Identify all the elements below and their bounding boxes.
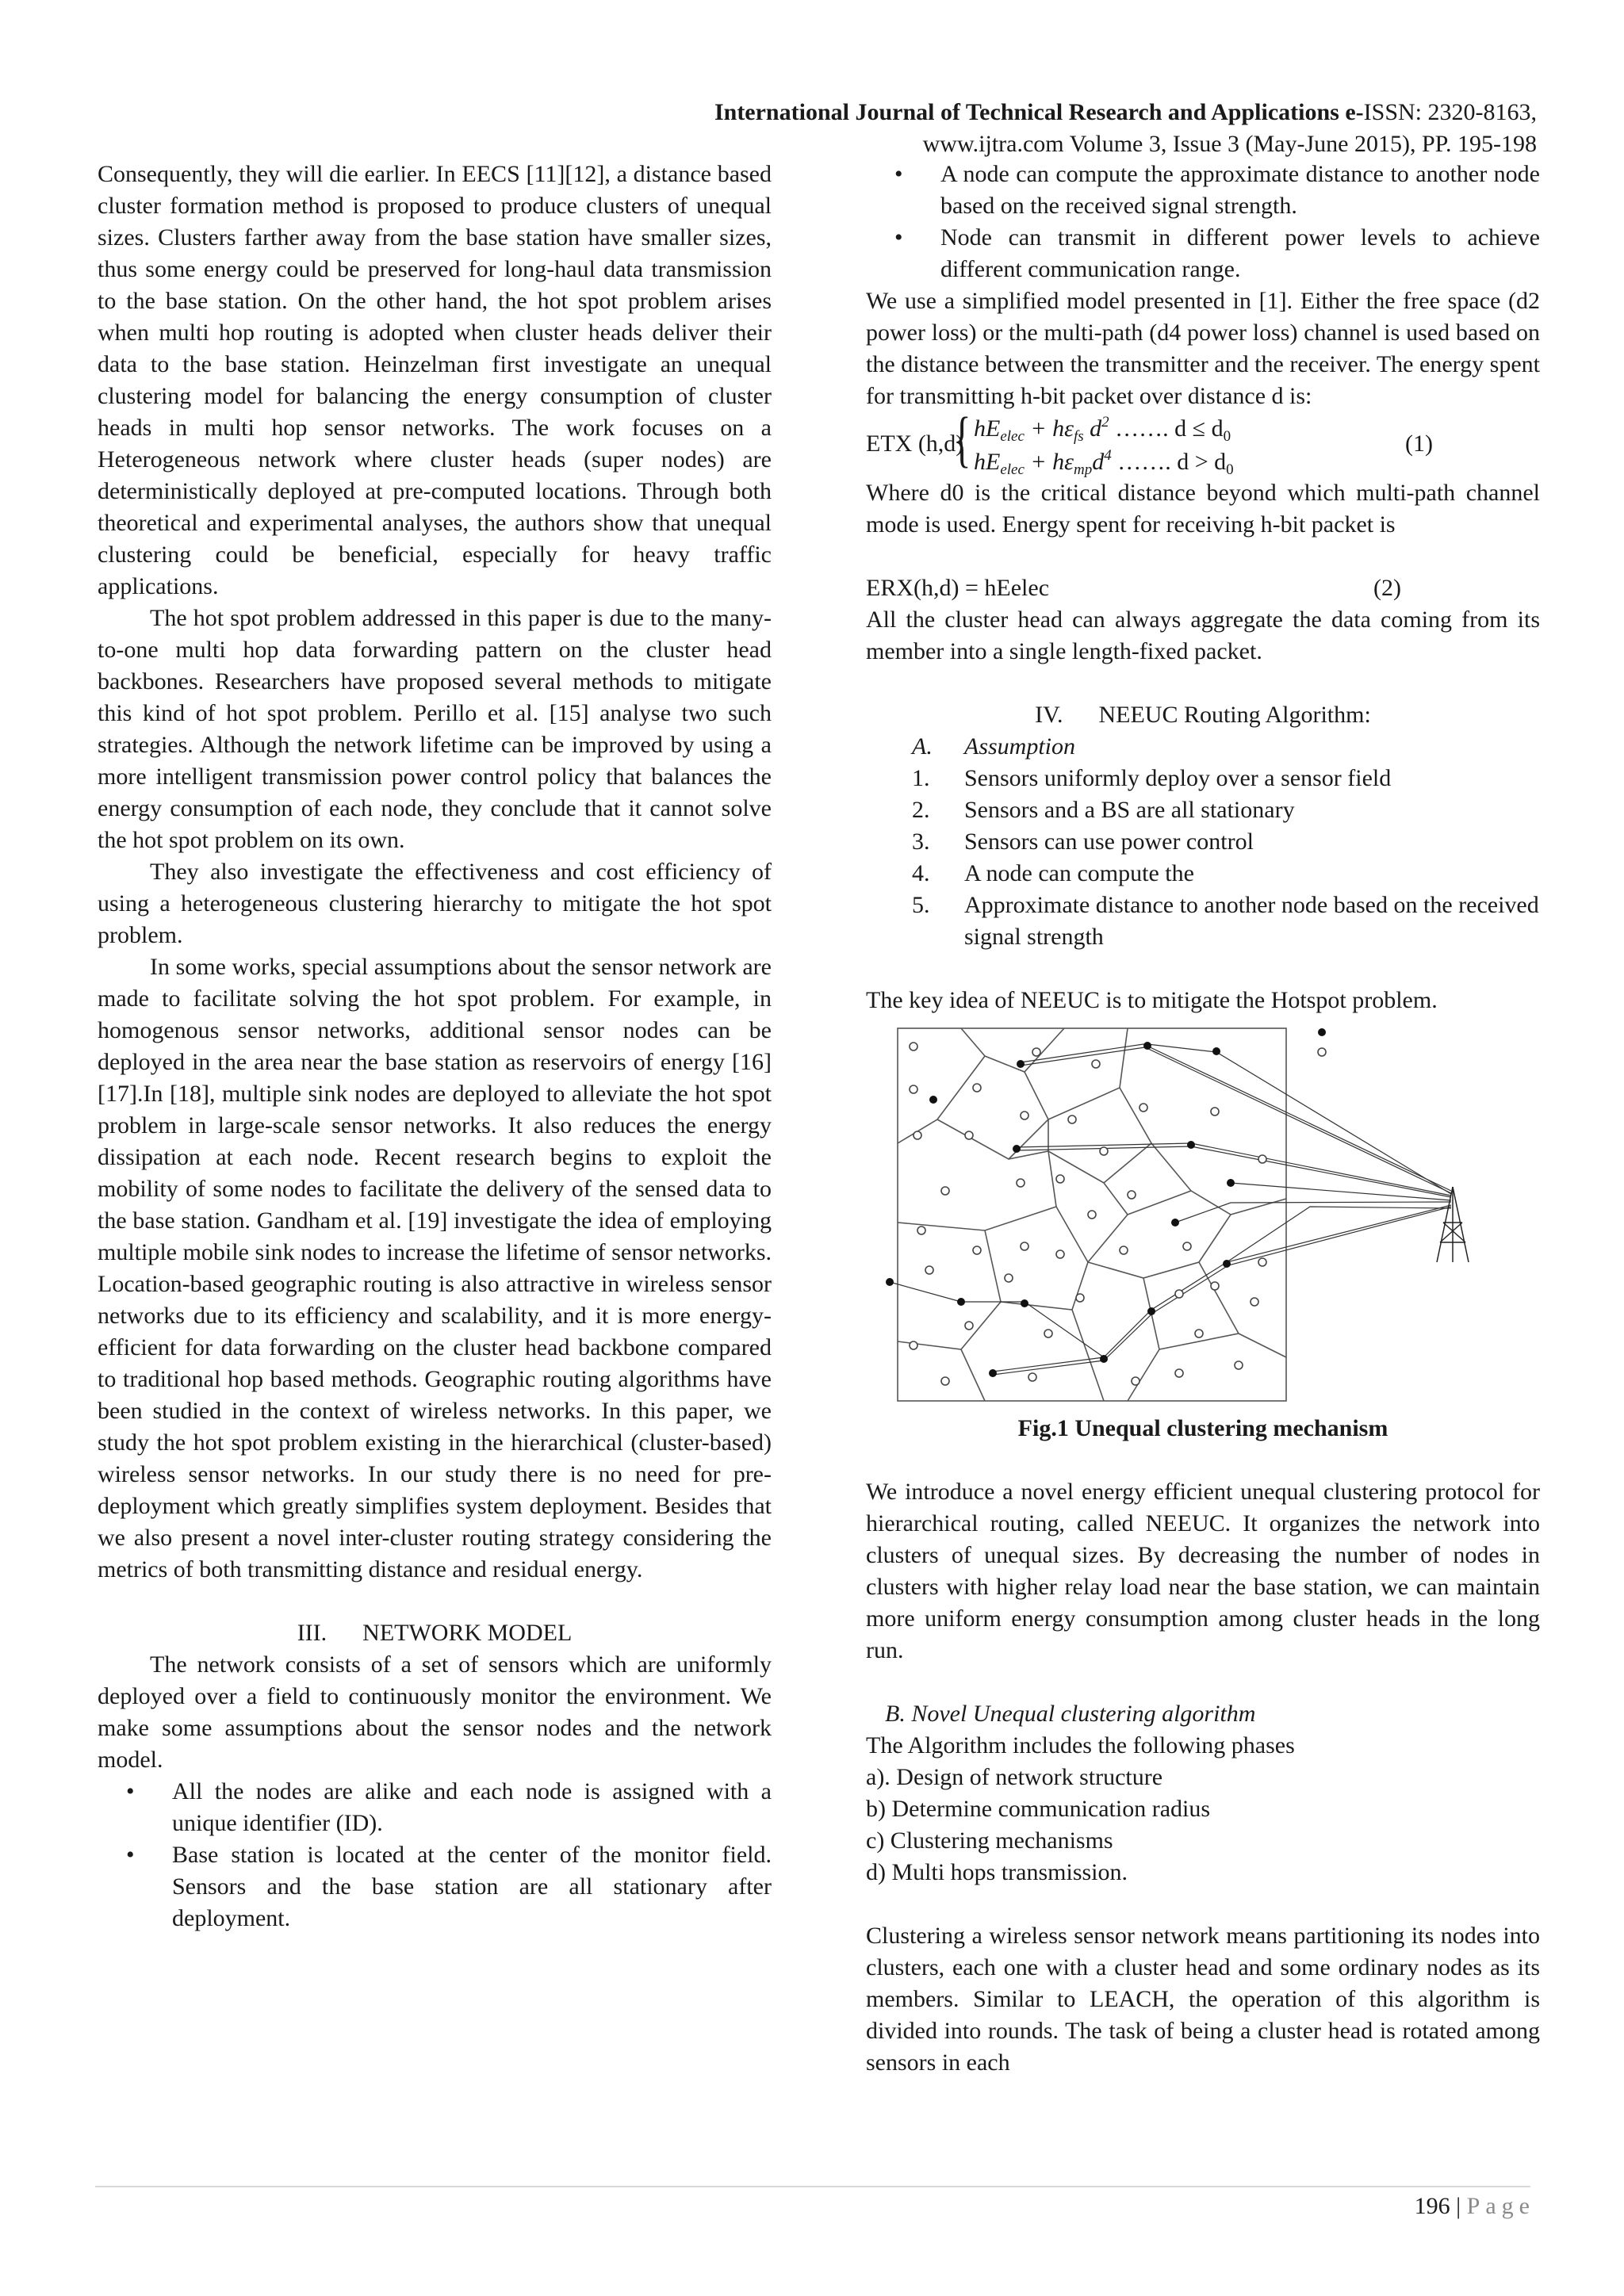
route-line [993,1205,1451,1372]
cluster-head [1227,1179,1235,1187]
page-number: 196 [1414,2193,1450,2219]
cluster-boundary [1088,1191,1231,1278]
cluster-boundary [1072,1310,1104,1401]
sensor-node [1068,1115,1076,1123]
left-column [98,159,772,1934]
sensor-node [925,1266,933,1274]
cluster-head [1187,1141,1195,1149]
equation-2 [866,572,1540,604]
sensor-node [1175,1290,1183,1298]
clustering-diagram [866,1024,1540,1405]
cluster-boundary [1231,1199,1286,1215]
subsection-heading-algorithm: B. Novel Unequal clustering algorithm [885,1701,1256,1727]
subsection-letter: A. [912,733,933,760]
subsection-title: Assumption [964,733,1076,760]
cluster-head [929,1096,937,1104]
paragraph: We introduce a novel energy efficient unequal clustering protocol for hierarchical routing, called NEEUC. It organizes the network into clusters of unequal sizes. By decreasing the number of nodes in clusters with higher relay load near the base station, we can maintain more uniform energy consumption among cluster heads in the long run. [866,1479,1540,1663]
sensor-node [917,1226,925,1234]
sensor-node [1139,1104,1147,1112]
bullet-item [98,1839,772,1934]
sensor-node [973,1084,981,1092]
cluster-boundary [1001,1262,1088,1310]
equation-erx: ERX(h,d) = hEelec [866,575,1050,601]
phase-item: d) Multi hops transmission. [866,1859,1128,1885]
sensor-node [1235,1361,1243,1369]
bullet-text: A node can compute the approximate distance to another node based on the received signal strength. [940,161,1540,219]
paragraph: We use a simplified model presented in [1]. Either the free space (d2 power loss) or the multi-path (d4 power loss) channel is used based on the distance between the transmitter and the receiver. The energy spent for transmitting h-bit packet over distance d is: [866,288,1540,409]
cluster-boundary [1048,1088,1151,1183]
equation-number: (1) [1405,430,1433,457]
sensor-node [1251,1298,1258,1306]
route-line [993,1207,1451,1375]
cluster-boundary [1199,1262,1239,1334]
sensor-node [1092,1060,1100,1068]
cluster-head [1100,1355,1108,1363]
bullet-icon: • [894,224,903,251]
list-item [866,794,1540,826]
equation-number: (2) [1373,575,1401,601]
bullet-icon: • [894,161,903,187]
svg-text:{: { [953,412,971,473]
figure-caption: Fig.1 Unequal clustering mechanism [1017,1415,1388,1441]
cluster-head [1212,1047,1220,1055]
list-text: Sensors can use power control [964,828,1254,855]
paragraph: Clustering a wireless sensor network means partitioning its nodes into clusters, each one with a cluster head and some ordinary nodes as its members. Similar to LEACH, the operation of this algorithm is divided into rounds. The task of being a cluster head is rotated among sensors in each [866,1923,1540,2076]
paragraph: Consequently, they will die earlier. In EECS [11][12], a distance based cluster formation method is proposed to produce clusters of unequal sizes. Clusters farther away from the base station have smaller sizes, thus some energy could be preserved for long-haul data transmission to the base station. On the other hand, the hot spot problem arises when multi hop routing is adopted when cluster heads deliver their data to the base station. Heinzelman first investigate an unequal clustering model for balancing the energy consumption of cluster heads in multi hop sensor networks. The work focuses on a Heterogeneous network where cluster heads (super nodes) are deterministically deployed at pre-computed locations. Through both theoretical and experimental analyses, the authors show that unequal clustering could be beneficial, especially for heavy traffic applications. [98,161,772,599]
cluster-head [1318,1028,1326,1036]
bullet-text: Base station is located at the center of the monitor field. Sensors and the base station are all stationary after deployment. [172,1842,772,1931]
section-heading-network-model: III. NETWORK MODEL [297,1620,573,1646]
cluster-head [957,1298,965,1306]
sensor-node [965,1322,973,1330]
page-separator: | [1450,2193,1467,2219]
bullet-icon: • [126,1778,135,1804]
route-line [1017,1143,1451,1196]
bullet-text: All the nodes are alike and each node is assigned with a unique identifier (ID). [172,1778,772,1836]
sensor-node [1021,1112,1028,1119]
journal-issn: ISSN: 2320-8163, [1363,99,1537,125]
section-heading-neeuc: IV. NEEUC Routing Algorithm: [1035,702,1371,728]
list-item [866,890,1540,953]
list-number: 1. [912,765,930,791]
sensor-node [1195,1330,1203,1337]
paragraph: The Algorithm includes the following phases [866,1732,1295,1758]
cluster-boundary [1159,1334,1286,1357]
cluster-boundary [937,1072,1048,1159]
bullet-item [866,159,1540,222]
sensor-node [973,1246,981,1254]
phase-item: c) Clustering mechanisms [866,1827,1113,1854]
sensor-node [1175,1369,1183,1377]
sensor-node [1211,1282,1219,1290]
list-item [866,763,1540,794]
sensor-node [1128,1191,1136,1199]
journal-header [714,97,1537,128]
figure-unequal-clustering [866,1024,1540,1405]
route-line [1231,1183,1451,1200]
cluster-head [1147,1307,1155,1315]
right-column [866,159,1540,2079]
cluster-boundary [898,1151,1056,1230]
sensor-node [1183,1242,1191,1250]
sensor-node [1044,1330,1052,1337]
cluster-head [886,1278,894,1286]
sensor-node [1021,1242,1028,1250]
sensor-node [941,1187,949,1195]
sensor-node [1211,1108,1219,1115]
bullet-item [866,222,1540,285]
phase-item: b) Determine communication radius [866,1796,1211,1822]
sensor-node [1028,1373,1036,1381]
list-item [866,826,1540,858]
paragraph: All the cluster head can always aggregate the data coming from its member into a single length-fixed packet. [866,607,1540,664]
sensor-node [1258,1258,1266,1266]
cluster-boundary [898,1230,1001,1349]
phase-item: a). Design of network structure [866,1764,1163,1790]
sensor-node [1056,1250,1064,1258]
base-station-tower [1437,1187,1469,1262]
equation-1 [866,412,1540,477]
sensor-node [1088,1211,1096,1219]
footer-divider [95,2186,1530,2187]
paragraph: In some works, special assumptions about the sensor network are made to facilitate solving the hot spot problem. For example, in homogenous sensor networks, additional sensor nodes can be deployed in the area near the base station as reservoirs of energy [16][17].In [18], multiple sink nodes are deployed to alleviate the hot spot problem in large-scale sensor networks. It also reduces the energy dissipation at each node. Recent research begins to exploit the mobility of some nodes to facilitate the delivery of the sensed data to the base station. Gandham et al. [19] investigate the idea of employing multiple mobile sink nodes to increase the lifetime of sensor networks. Location-based geographic routing is also attractive in wireless sensor networks due to its efficiency and scalability, and it is more energy-efficient for data forwarding on the cluster head backbone compared to traditional hop based methods. Geographic routing algorithms have been studied in the context of wireless networks. In this paper, we study the hot spot problem existing in the hierarchical (cluster-based) wireless sensor networks. In our study there is no need for pre-deployment which greatly simplifies system deployment. Besides that we also present a novel inter-cluster routing strategy considering the metrics of both transmitting distance and residual energy. [98,954,772,1582]
paragraph: The key idea of NEEUC is to mitigate the Hotspot problem. [866,987,1438,1013]
route-line [890,1282,1104,1357]
equation-etx-formula [953,412,1397,477]
cluster-boundary [961,1349,985,1401]
sensor-node [941,1377,949,1385]
list-number: 2. [912,797,930,823]
list-text: Sensors and a BS are all stationary [964,797,1295,823]
cluster-head [1021,1299,1028,1307]
journal-issue-line: www.ijtra.com Volume 3, Issue 3 (May-June 2015), PP. 195-198 [922,131,1537,157]
cluster-head [1017,1060,1025,1068]
page-word: Page [1466,2193,1535,2219]
svg-text:hEelec + hεfs d2 ……. d ≤ d0: $hE_{elec} + h\varepsilon_{fs}$ $d^2$ ……. $d \le d_0$ [974,414,1231,445]
sensor-node [910,1043,917,1050]
list-number: 3. [912,828,930,855]
bullet-item [98,1776,772,1839]
cluster-boundary [1048,1028,1128,1119]
sensor-node [1017,1179,1025,1187]
sensor-node [1076,1294,1084,1302]
cluster-boundary [1151,1143,1191,1191]
route-line [1021,1047,1451,1193]
cluster-head [1013,1145,1021,1153]
sensor-node [1258,1155,1266,1163]
paragraph: The network consists of a set of sensors which are uniformly deployed over a field to continuously monitor the environment. We make some assumptions about the sensor nodes and the network model. [98,1651,772,1773]
sensor-node [965,1131,973,1139]
cluster-head [1171,1219,1179,1226]
sensor-node [1132,1377,1139,1385]
route-line [1021,1044,1451,1191]
list-text: Sensors uniformly deploy over a sensor field [964,765,1392,791]
paragraph: They also investigate the effectiveness and cost efficiency of using a heterogeneous clustering hierarchy to mitigate the hot spot problem. [98,859,772,948]
list-text: A node can compute the [964,860,1194,886]
route-line [1175,1202,1451,1223]
svg-text:hEelec + hεmpd4 ……. d > d0: $hE_{elec} + h\varepsilon_{mp}d^4$ ……. $d > d_0$ [974,447,1234,477]
sensor-node [914,1131,921,1139]
equation-label: ETX (h,d) [866,430,964,457]
sensor-node [1318,1048,1326,1056]
sensor-node [1100,1147,1108,1155]
bullet-icon: • [126,1842,135,1868]
sensor-node [1120,1246,1128,1254]
sensor-node [1005,1274,1013,1282]
cluster-boundary [1056,1183,1128,1262]
sensor-node [1032,1048,1040,1056]
list-item [866,858,1540,890]
cluster-head [989,1369,997,1377]
cluster-head [1143,1042,1151,1050]
sensor-node [1056,1175,1064,1183]
paragraph: The hot spot problem addressed in this paper is due to the many-to-one multi hop data forwarding pattern on the cluster head backbones. Researchers have proposed several methods to mitigate this kind of hot spot problem. Perillo et al. [15] analyse two such strategies. Although the network lifetime can be improved by using a more intelligent transmission power control policy that balances the energy consumption of each node, they conclude that it cannot solve the hot spot problem on its own. [98,605,772,853]
cluster-head [1223,1260,1231,1268]
list-number: 5. [912,892,930,918]
subsection-heading-assumption [866,731,1540,763]
bullet-text: Node can transmit in different power levels to achieve different communication range. [940,224,1540,282]
page-footer [1415,2193,1535,2220]
sensor-node [910,1341,917,1349]
journal-title: International Journal of Technical Research and Applications e- [714,99,1364,125]
sensor-node [910,1085,917,1093]
paragraph: Where d0 is the critical distance beyond which multi-path channel mode is used. Energy spent for receiving h-bit packet is [866,480,1540,538]
list-number: 4. [912,860,930,886]
list-text: Approximate distance to another node based on the received signal strength [964,892,1539,950]
